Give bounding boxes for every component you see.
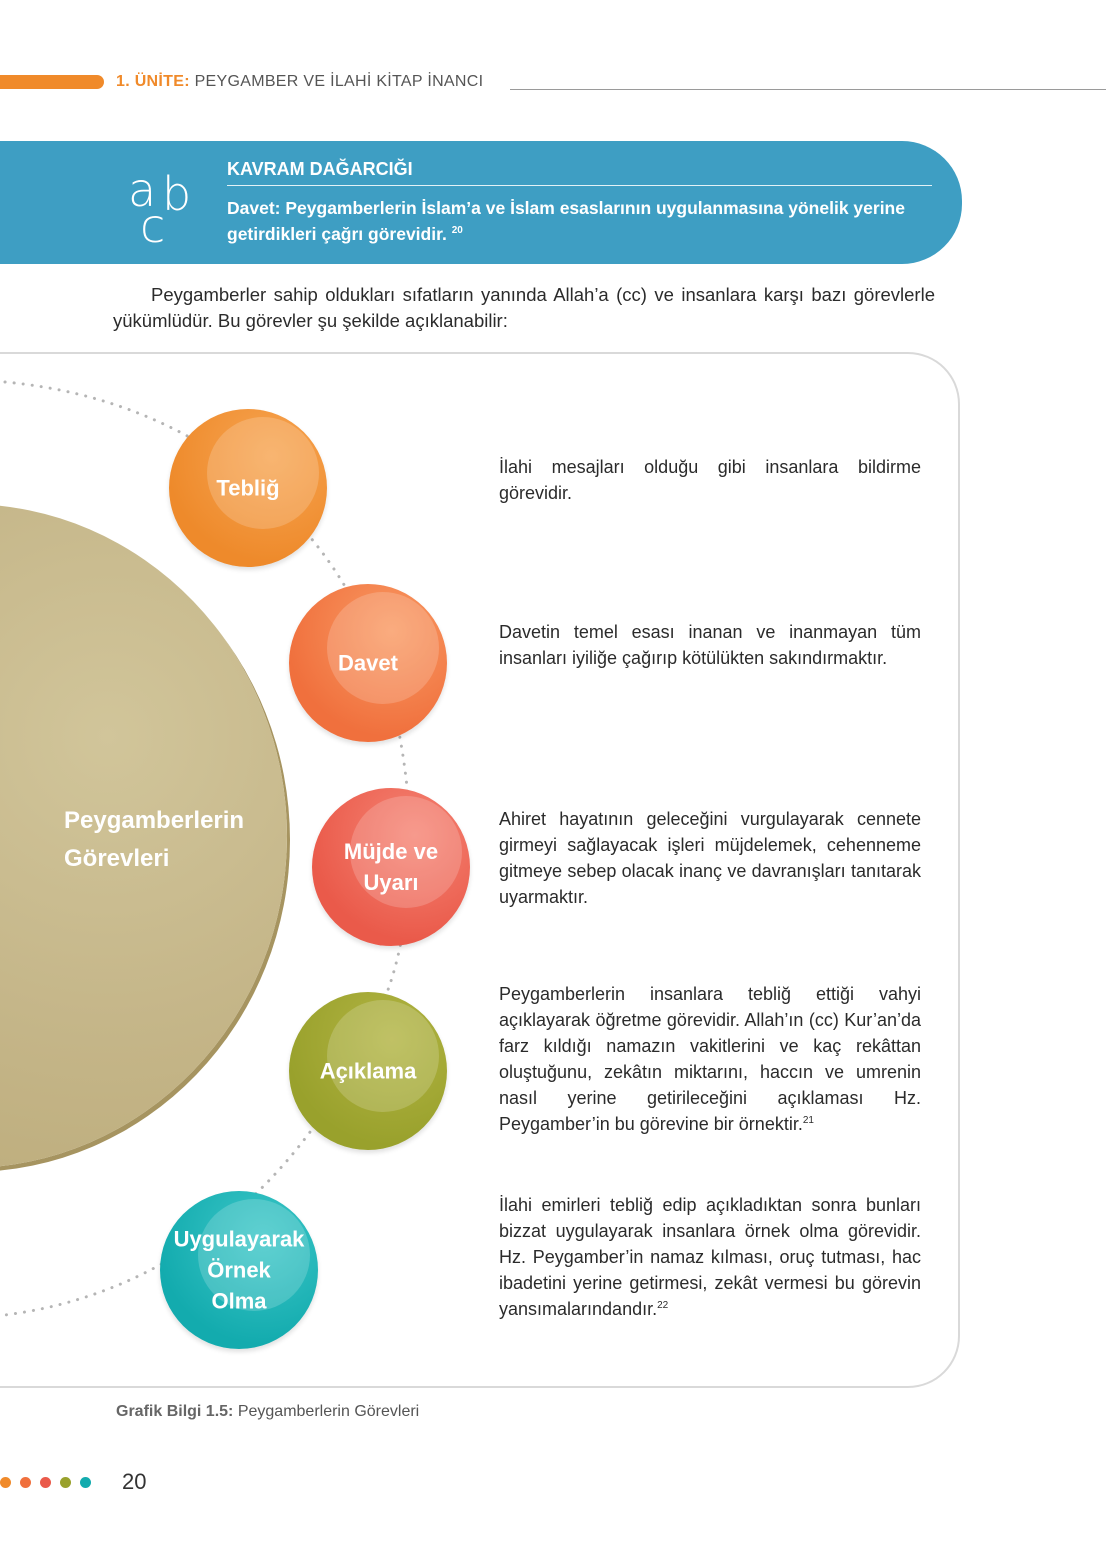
- footer-dot: [80, 1477, 91, 1488]
- duty-description-teblig: İlahi mesajları olduğu gibi insanlara bildirme görevidir.: [499, 457, 921, 503]
- caption-text: Peygamberlerin Görevleri: [237, 1403, 420, 1420]
- intro-paragraph: Peygamberler sahip oldukları sıfatların yanında Allah’a (cc) ve insanlara karşı bazı görevlerle yükümlüdür. Bu görevler şu şekilde açıklanabilir:: [113, 284, 935, 331]
- node-label: Açıklama: [319, 1058, 417, 1084]
- unit-number: 1. ÜNİTE:: [116, 73, 190, 90]
- footnote-ref: 22: [657, 1300, 669, 1311]
- footnote-ref: 21: [802, 1115, 814, 1126]
- duty-description-aciklama: Peygamberlerin insanlara tebliğ ettiği vahyi açıklayarak öğretme görevidir. Allah’ın (cc) Kur’an’da farz kıldığı namazın vakitlerini ve kaç rekâttan oluştuğunu, zekâtın miktarını, haccın ve umrenin nasıl yerine getirileceğini açıklaması Hz. Peygamber’in bu görevine bir örnektir.$^{21}$: [499, 984, 921, 1134]
- node-label: Tebliğ: [216, 475, 280, 501]
- kavram-term: Davet:: [227, 198, 281, 218]
- duty-description-ornek-olma: İlahi emirleri tebliğ edip açıkladıktan sonra bunları bizzat uygulayarak insanlara örnek olma görevidir. Hz. Peygamber’in namaz kılması, oruç tutması, hac ibadetini yerine getirmesi, zekât vermesi bu görevin yansımalarındandır.$^{22}$: [499, 1195, 921, 1319]
- abc-icon: a b c: [128, 163, 192, 253]
- node-label: Davet: [338, 650, 398, 676]
- node-uygulayarak-ornek-olma: [160, 1191, 318, 1349]
- figure-caption: [116, 1403, 419, 1421]
- node-mujde-ve-uyari: [312, 788, 470, 946]
- node-aciklama: [289, 992, 447, 1150]
- caption-label: Grafik Bilgi 1.5:: [116, 1403, 234, 1420]
- node-davet: [289, 584, 447, 742]
- unit-title: PEYGAMBER VE İLAHİ KİTAP İNANCI: [194, 73, 484, 90]
- node-label: Müjde ve Uyarı: [343, 839, 439, 895]
- node-label: Uygulayarak Örnek Olma: [173, 1226, 305, 1314]
- kavram-title: KAVRAM DAĞARCIĞI: [227, 159, 413, 179]
- duty-description-mujde: Ahiret hayatının geleceğini vurgulayarak cennete girmeyi sağlayacak işleri müjdelemek, cehenneme gitmeye sebep olacak inanç ve davranışları tanıtarak uyarmaktır.: [499, 809, 921, 907]
- footer-dot: [60, 1477, 71, 1488]
- page-number: 20: [122, 1469, 147, 1494]
- footer-dot: [0, 1477, 11, 1488]
- center-label: Peygamberlerin Görevleri: [64, 807, 245, 872]
- footer-dot: [20, 1477, 31, 1488]
- kavram-definition-text: Peygamberlerin İslam’a ve İslam esaslarının uygulanmasına yönelik yerine getirdikleri çağrı görevidir.: [227, 198, 905, 244]
- footnote-ref: 20: [451, 225, 463, 237]
- node-teblig: [169, 409, 327, 567]
- duty-description-davet: Davetin temel esası inanan ve inanmayan tüm insanları iyiliğe çağırıp kötülükten sakındırmaktır.: [499, 622, 921, 668]
- footer-dot: [40, 1477, 51, 1488]
